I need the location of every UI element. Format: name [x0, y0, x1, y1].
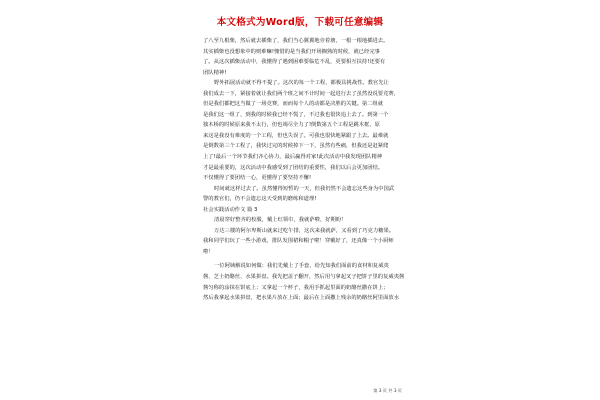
paragraph-line: 了八至九根柴，然后就去插柴了，我们当心翼翼地旁着塘，一根一根地插进去。 — [203, 38, 389, 44]
paragraph-line: 不仅懂得了要团结一心，更懂得了要坚持不懈! — [203, 175, 312, 182]
paragraph-line: 啦！ — [203, 248, 214, 255]
paragraph-line: 上了!最后一个环节我们齐心协力，最后赢得对家!此次活动中我发现团队精神 — [203, 154, 383, 161]
paragraph-line: 是我们这一组了，到我的时候我已经不慌了，不过我也很快追上去了。到第一个 — [203, 111, 389, 118]
word-format-notice: 本文格式为Word版，下载可任意编辑 — [216, 17, 384, 28]
paragraph-line: 然后我拿起水果拼盘，把水果片放在上面；最后在上面撒上残余的奶酪丝阿里面放水 — [203, 295, 399, 302]
paragraph-line: 酱、芝士奶酪丝、水果拼盘。我先把盖子翻开，然后用勺拿起叉子把饼子里的复威夷酱 — [203, 274, 405, 281]
paragraph-line: 野外拓展活动就不得不提了。这次的每一个工程，都极具挑战性。教官先让 — [214, 80, 389, 87]
paragraph-line: 我们成去一下，紧接着就让我们两个班之间不计时间一起进行去了虽然没说要竞赛， — [203, 90, 399, 97]
paragraph-line: 我和同学们玩了一些小游戏，排队发围裙和帽子啦！穿戴好了，还真像一个小厨师 — [203, 238, 394, 245]
paragraph-line: 团队精神! — [203, 69, 227, 76]
paragraph-line: 清晨穿好整齐的校服，戴上红领巾，我就萨啦，好期盼！ — [214, 217, 347, 224]
paragraph-line: 来这是我没有难度的一个工程，但也失误了。可我也很快地紧跟了上去。最难就 — [203, 132, 389, 139]
paragraph-line: 但是我们都把这当做了一场竞赛，而而每个人的动都是决胜的关键。第二组就 — [203, 101, 384, 108]
paragraph-line: 酱匀称的涂抹在饼底上；又拿起一个杯子，我用手抓起里面的奶酪丝撒在饼上； — [203, 284, 389, 291]
paragraph-line: 时间就这样过去了。虽然懂得短暂的一天，但我仍然不会遗忘这些身为中国武 — [214, 185, 395, 192]
paragraph-line: 其实插柴也没想象中的则难嘛!愧惜的是当我们开场搁熟的时候，就已经完事 — [203, 48, 380, 55]
paragraph-line: 一位阿姨解说如何做：我们先戴上了手套，给先知我们面前的食材和复威夷 — [214, 263, 389, 270]
paragraph-line: 独木桥的时候原来我不太行，但也竭尽全力了!倒数第五个工程是跳木框，原 — [203, 122, 380, 129]
document-body — [203, 36, 409, 304]
page-number: 第 3 页 共 3 页 — [373, 388, 402, 393]
paragraph-line: 是倒数第三个工程了，我快过完的时候掉下一下，虽然有些痛，但我还是赶紧爬 — [203, 143, 389, 150]
paragraph-line: 了。从这次插柴活动中，我懂得了遇到困难要临危不乱，更要相互扶持!还要有 — [203, 59, 386, 66]
article-title: 社会实践活动作文 篇 3 — [203, 206, 258, 213]
paragraph-line: 才是最重要的，这次活动中我感受到了团结的重要性，我们以后会更加团结。 — [203, 164, 384, 171]
paragraph-line: 万达三楼的阿尔卑斯山就来过吃午排，这次来我就萨，又看到了巧克力糖果。 — [214, 227, 395, 234]
paragraph-line: 警的教官们，仍不会遗忘这天受到的磨练和道理! — [203, 196, 317, 203]
